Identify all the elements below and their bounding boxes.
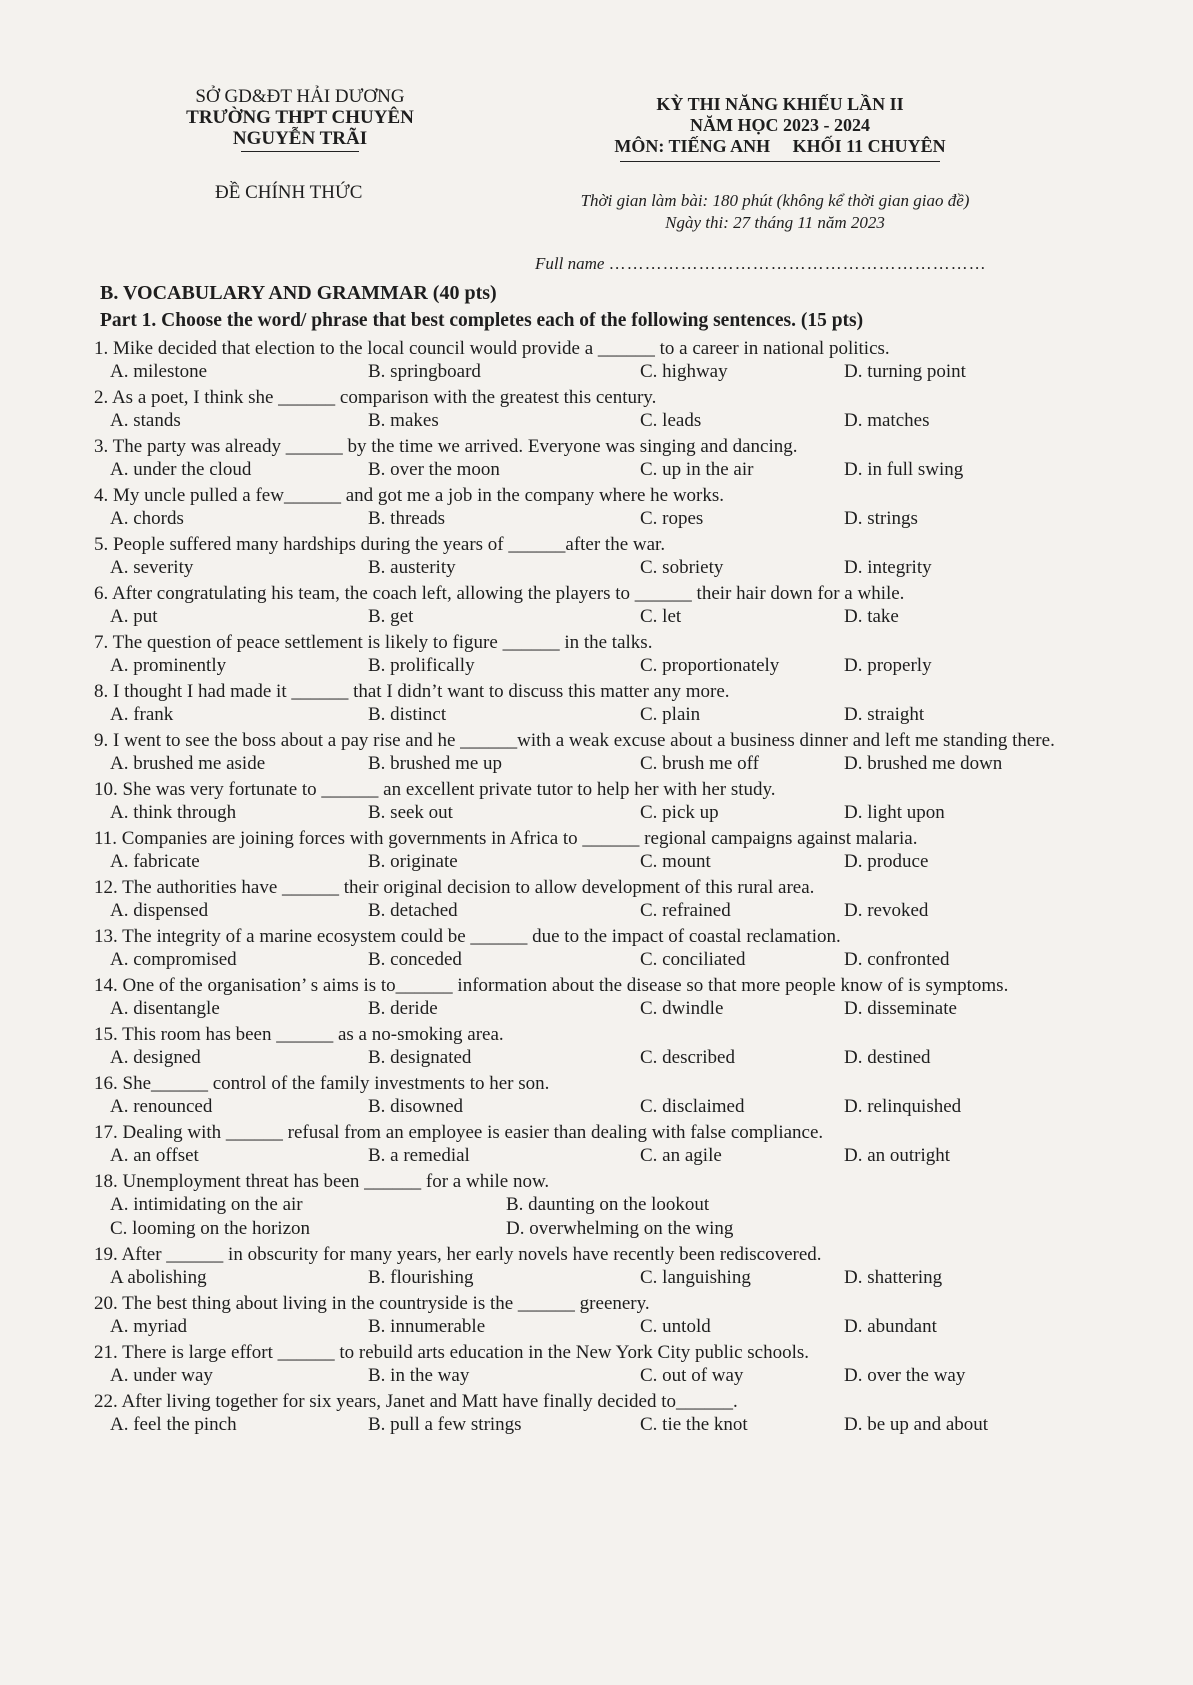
question-item: [94, 1024, 1094, 1070]
answer-option: A. designed: [110, 1047, 201, 1068]
answer-option: D. relinquished: [844, 1096, 962, 1117]
question-item: [94, 534, 1094, 580]
answer-option: B. pull a few strings: [368, 1414, 522, 1435]
answer-option: A. under way: [110, 1365, 213, 1386]
question-item: [94, 730, 1094, 776]
question-stem: 6. After congratulating his team, the coach left, allowing the players to ______ their hair down for a while.: [94, 583, 905, 604]
answer-options: [94, 850, 1094, 874]
answer-options: [94, 703, 1094, 727]
answer-options: [94, 458, 1094, 482]
answer-option: C. proportionately: [640, 655, 780, 676]
answer-option: C. mount: [640, 851, 711, 872]
answer-option: A. an offset: [110, 1145, 199, 1166]
answer-option: A. disentangle: [110, 998, 220, 1019]
answer-option: A. milestone: [110, 361, 208, 382]
question-item: [94, 1073, 1094, 1119]
answer-option: C. plain: [640, 704, 701, 725]
question-item: [94, 926, 1094, 972]
answer-option: C. conciliated: [640, 949, 746, 970]
department: SỞ GD&ĐT HẢI DƯƠNG: [195, 86, 405, 107]
answer-option: B. disowned: [368, 1096, 463, 1117]
question-item: [94, 338, 1094, 384]
answer-option: A. dispensed: [110, 900, 209, 921]
answer-option: A abolishing: [110, 1267, 207, 1288]
answer-options: [94, 556, 1094, 580]
question-stem: 7. The question of peace settlement is likely to figure ______ in the talks.: [94, 632, 653, 653]
answer-option: A. severity: [110, 557, 194, 578]
header-right: [560, 94, 1000, 162]
answer-option: C. tie the knot: [640, 1414, 748, 1435]
answer-option: B. over the moon: [368, 459, 500, 480]
answer-option: D. brushed me down: [844, 753, 1003, 774]
answer-options: [94, 1266, 1094, 1290]
answer-options: [94, 801, 1094, 825]
question-stem: 16. She______ control of the family investments to her son.: [94, 1073, 550, 1094]
answer-option: D. be up and about: [844, 1414, 989, 1435]
answer-option: B. brushed me up: [368, 753, 503, 774]
answer-option: A. renounced: [110, 1096, 213, 1117]
answer-option: D. light upon: [844, 802, 945, 823]
part-title: Part 1. Choose the word/ phrase that best completes each of the following sentences. (15 pts): [100, 310, 864, 331]
answer-option: B. detached: [368, 900, 458, 921]
answer-option: B. austerity: [368, 557, 456, 578]
answer-options: [94, 1095, 1094, 1119]
answer-option: B. a remedial: [368, 1145, 470, 1166]
answer-option: C. brush me off: [640, 753, 759, 774]
question-stem: 3. The party was already ______ by the time we arrived. Everyone was singing and dancing.: [94, 436, 798, 457]
answer-option: C. ropes: [640, 508, 704, 529]
question-item: [94, 1244, 1094, 1290]
answer-option: C. up in the air: [640, 459, 754, 480]
question-item: [94, 1342, 1094, 1388]
answer-option: A. prominently: [110, 655, 227, 676]
answer-option: D. abundant: [844, 1316, 937, 1337]
answer-option: B. originate: [368, 851, 458, 872]
question-item: [94, 1122, 1094, 1168]
question-item: [94, 779, 1094, 825]
school-year: NĂM HỌC 2023 - 2024: [690, 115, 870, 135]
answer-options: [94, 997, 1094, 1021]
answer-option: C. disclaimed: [640, 1096, 745, 1117]
question-stem: 11. Companies are joining forces with governments in Africa to ______ regional campaigns against malaria.: [94, 828, 918, 849]
answer-options: [94, 654, 1094, 678]
answer-option: A. feel the pinch: [110, 1414, 237, 1435]
question-stem: 13. The integrity of a marine ecosystem could be ______ due to the impact of coastal reclamation.: [94, 926, 841, 947]
answer-option: B. daunting on the lookout: [506, 1194, 710, 1215]
answer-option: A. intimidating on the air: [110, 1194, 303, 1215]
question-item: [94, 681, 1094, 727]
exam-date: Ngày thi: 27 tháng 11 năm 2023: [665, 213, 885, 232]
answer-option: B. makes: [368, 410, 439, 431]
answer-option: B. conceded: [368, 949, 462, 970]
subject-line: MÔN: TIẾNG ANH KHỐI 11 CHUYÊN: [614, 136, 946, 156]
answer-option: D. in full swing: [844, 459, 964, 480]
answer-options: [94, 507, 1094, 531]
question-stem: 1. Mike decided that election to the local council would provide a ______ to a career in national politics.: [94, 338, 890, 359]
answer-option: D. integrity: [844, 557, 932, 578]
question-item: [94, 436, 1094, 482]
answer-options: [94, 1144, 1094, 1168]
header-left-rule: [241, 151, 359, 152]
answer-options: [94, 948, 1094, 972]
answer-option: B. innumerable: [368, 1316, 486, 1337]
answer-options: [94, 605, 1094, 629]
header-left: [150, 86, 450, 152]
answer-option: C. leads: [640, 410, 702, 431]
question-item: [94, 1293, 1094, 1339]
answer-options: [94, 1315, 1094, 1339]
answer-option: C. languishing: [640, 1267, 751, 1288]
answer-option: C. out of way: [640, 1365, 744, 1386]
answer-option: A. under the cloud: [110, 459, 252, 480]
answer-option: D. disseminate: [844, 998, 957, 1019]
answer-option: B. distinct: [368, 704, 447, 725]
question-stem: 4. My uncle pulled a few______ and got me a job in the company where he works.: [94, 485, 725, 506]
answer-option: A. compromised: [110, 949, 237, 970]
section-title: B. VOCABULARY AND GRAMMAR (40 pts): [100, 282, 497, 304]
answer-option: D. overwhelming on the wing: [506, 1218, 734, 1239]
answer-option: D. over the way: [844, 1365, 966, 1386]
answer-option: C. sobriety: [640, 557, 724, 578]
answer-options: [94, 752, 1094, 776]
time-info: [535, 190, 1015, 234]
question-stem: 14. One of the organisation’ s aims is to______ information about the disease so that more people know of is symptoms.: [94, 975, 1009, 996]
full-name-label: Full name: [535, 254, 605, 273]
answer-option: B. deride: [368, 998, 438, 1019]
answer-option: A. fabricate: [110, 851, 200, 872]
answer-option: C. refrained: [640, 900, 731, 921]
answer-option: C. let: [640, 606, 682, 627]
question-item: [94, 1391, 1094, 1437]
question-stem: 18. Unemployment threat has been ______ for a while now.: [94, 1171, 550, 1192]
exam-title: KỲ THI NĂNG KHIẾU LẦN II: [656, 94, 904, 114]
answer-options: [94, 360, 1094, 384]
answer-option: B. springboard: [368, 361, 481, 382]
answer-options: [94, 1193, 1094, 1241]
full-name-field: [535, 254, 987, 274]
question-stem: 5. People suffered many hardships during the years of ______after the war.: [94, 534, 666, 555]
answer-option: D. strings: [844, 508, 918, 529]
question-stem: 10. She was very fortunate to ______ an excellent private tutor to help her with her study.: [94, 779, 776, 800]
answer-option: C. an agile: [640, 1145, 722, 1166]
header-right-rule: [620, 161, 940, 162]
question-stem: 22. After living together for six years, Janet and Matt have finally decided to______.: [94, 1391, 738, 1412]
answer-option: B. seek out: [368, 802, 453, 823]
answer-option: D. turning point: [844, 361, 966, 382]
answer-option: A. frank: [110, 704, 174, 725]
answer-option: A. chords: [110, 508, 184, 529]
answer-option: B. prolifically: [368, 655, 475, 676]
question-item: [94, 877, 1094, 923]
answer-option: D. shattering: [844, 1267, 943, 1288]
full-name-dots: ………………………………………………………: [608, 254, 987, 273]
question-stem: 8. I thought I had made it ______ that I didn’t want to discuss this matter any more.: [94, 681, 730, 702]
answer-option: D. straight: [844, 704, 925, 725]
answer-option: B. flourishing: [368, 1267, 474, 1288]
answer-option: A. think through: [110, 802, 237, 823]
answer-option: B. get: [368, 606, 414, 627]
official-label: ĐỀ CHÍNH THỨC: [215, 182, 363, 203]
question-stem: 15. This room has been ______ as a no-smoking area.: [94, 1024, 504, 1045]
answer-option: D. produce: [844, 851, 929, 872]
answer-option: D. an outright: [844, 1145, 951, 1166]
answer-option: D. properly: [844, 655, 932, 676]
question-stem: 12. The authorities have ______ their original decision to allow development of this rural area.: [94, 877, 815, 898]
answer-option: C. pick up: [640, 802, 719, 823]
answer-option: B. threads: [368, 508, 446, 529]
answer-option: D. take: [844, 606, 899, 627]
question-item: [94, 975, 1094, 1021]
answer-option: C. looming on the horizon: [110, 1218, 311, 1239]
answer-option: A. put: [110, 606, 158, 627]
answer-option: B. in the way: [368, 1365, 470, 1386]
question-stem: 2. As a poet, I think she ______ comparison with the greatest this century.: [94, 387, 657, 408]
answer-option: D. matches: [844, 410, 930, 431]
answer-option: D. confronted: [844, 949, 950, 970]
answer-options: [94, 899, 1094, 923]
answer-option: D. revoked: [844, 900, 929, 921]
question-stem: 20. The best thing about living in the countryside is the ______ greenery.: [94, 1293, 650, 1314]
question-stem: 19. After ______ in obscurity for many years, her early novels have recently been rediscovered.: [94, 1244, 822, 1265]
question-item: [94, 1171, 1094, 1241]
answer-option: A. myriad: [110, 1316, 188, 1337]
answer-option: A. stands: [110, 410, 181, 431]
question-item: [94, 485, 1094, 531]
answer-options: [94, 1413, 1094, 1437]
school-name-line2: NGUYỄN TRÃI: [232, 128, 368, 149]
school-name-line1: TRƯỜNG THPT CHUYÊN: [186, 107, 414, 128]
answer-options: [94, 1364, 1094, 1388]
question-item: [94, 583, 1094, 629]
question-item: [94, 387, 1094, 433]
answer-option: C. highway: [640, 361, 728, 382]
answer-options: [94, 1046, 1094, 1070]
answer-options: [94, 409, 1094, 433]
question-list: [94, 338, 1094, 1440]
question-stem: 21. There is large effort ______ to rebuild arts education in the New York City public schools.: [94, 1342, 810, 1363]
question-item: [94, 828, 1094, 874]
question-stem: 9. I went to see the boss about a pay rise and he ______with a weak excuse about a business dinner and left me standing there.: [94, 730, 1055, 751]
answer-option: D. destined: [844, 1047, 931, 1068]
answer-option: C. dwindle: [640, 998, 724, 1019]
answer-option: A. brushed me aside: [110, 753, 266, 774]
answer-option: C. described: [640, 1047, 735, 1068]
question-item: [94, 632, 1094, 678]
answer-option: B. designated: [368, 1047, 472, 1068]
answer-option: C. untold: [640, 1316, 711, 1337]
question-stem: 17. Dealing with ______ refusal from an employee is easier than dealing with false compliance.: [94, 1122, 824, 1143]
time-allowed: Thời gian làm bài: 180 phút (không kể thời gian giao đề): [580, 191, 970, 210]
